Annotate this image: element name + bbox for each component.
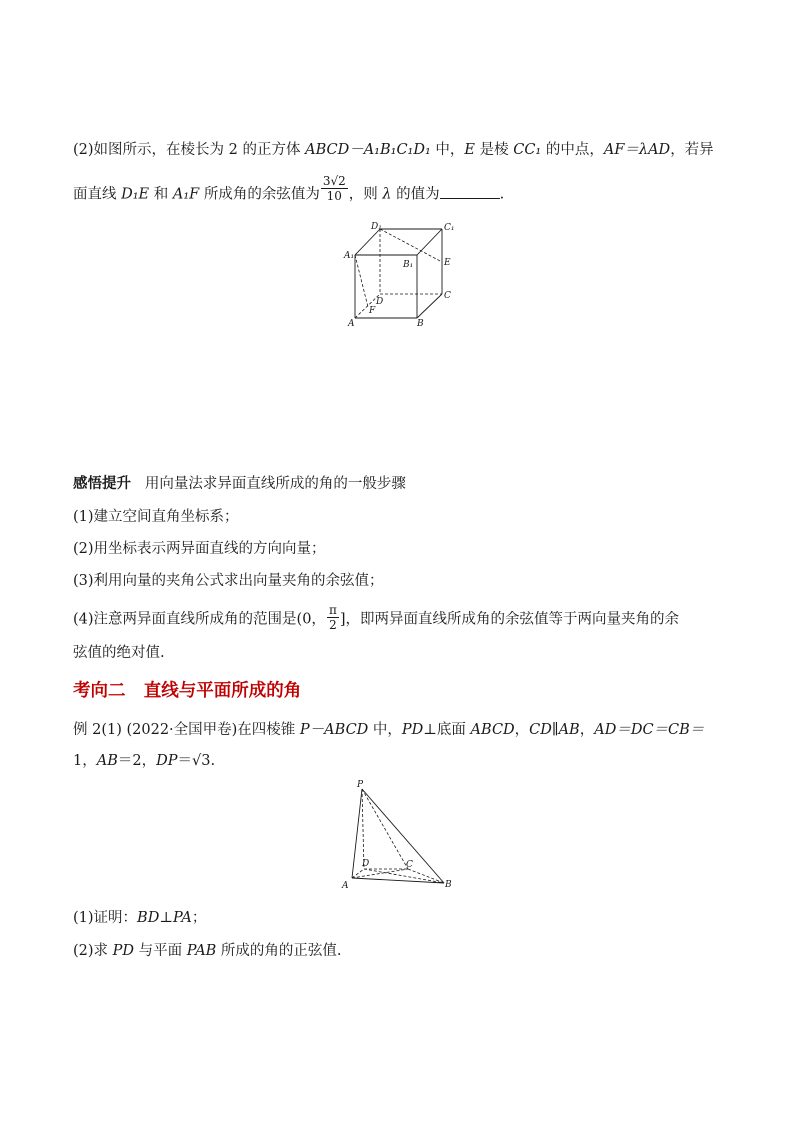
base-abcd: ABCD (470, 722, 515, 738)
text: 所成角的余弦值为 (199, 186, 320, 203)
section-title: 直线与平面所成的角 (143, 681, 302, 701)
label-d: D (376, 297, 384, 307)
text: ＝√3. (177, 753, 216, 769)
summary-step-1: (1)建立空间直角坐标系； (73, 509, 239, 525)
summary-heading (73, 472, 406, 493)
label-f: F (369, 306, 376, 316)
text: ，即两异面直线所成角的余弦值等于两向量夹角的余 (345, 611, 679, 628)
text: 与平面 (134, 943, 187, 959)
example-line-1 (73, 718, 704, 739)
text: ， (514, 722, 530, 738)
text: 是棱 (475, 142, 514, 158)
range-left: (0， (296, 611, 326, 628)
text: 例 2(1) (2022·全国甲卷)在四棱锥 (73, 722, 300, 738)
equal-sides: AD＝DC＝CB＝ (594, 722, 705, 738)
text: 中， (430, 142, 465, 158)
pi-over-2 (327, 603, 339, 632)
summary-subtitle: 用向量法求异面直线所成的角的一般步骤 (144, 476, 406, 492)
pyramid-figure (336, 775, 462, 893)
point-e: E (464, 142, 476, 158)
summary-step-4-cont: 弦值的绝对值. (73, 645, 165, 661)
label-d: D (362, 859, 370, 869)
label-d1: D₁ (371, 222, 382, 232)
vector-equation: AF＝λAD (603, 142, 671, 158)
text: (1)证明： (73, 910, 138, 926)
text: 的值为 (391, 186, 440, 203)
text: 所成的角的正弦值. (216, 943, 342, 959)
text: 和 (149, 186, 173, 203)
text: (2)求 (73, 943, 113, 959)
cube-figure (340, 218, 460, 330)
text: ， (579, 722, 595, 738)
text: (4)注意两异面直线所成角的范围是 (73, 611, 297, 628)
section-heading (73, 677, 301, 702)
fraction-denominator: 2 (329, 618, 337, 632)
segment-dp: DP (156, 753, 178, 769)
lambda: λ (382, 186, 392, 203)
cube-name: ABCD－A₁B₁C₁D₁ (305, 142, 431, 158)
label-p: P (357, 780, 364, 790)
text: ⊥底面 (423, 722, 471, 738)
answer-blank (440, 184, 500, 199)
text: ； (191, 910, 207, 926)
label-b1: B₁ (403, 260, 414, 270)
parallel-condition: CD∥AB (529, 722, 580, 738)
summary-step-4 (73, 605, 679, 634)
label-a1: A₁ (344, 251, 355, 261)
question-2-line-2 (73, 174, 505, 209)
range-right: ] (339, 611, 346, 628)
text: 1， (73, 753, 97, 769)
text: ＝2， (117, 753, 157, 769)
label-c: C (406, 860, 413, 870)
fraction-denominator: 10 (326, 189, 342, 203)
example-part-2 (73, 939, 342, 960)
label-c1: C₁ (444, 223, 455, 233)
summary-step-2: (2)用坐标表示两异面直线的方向向量； (73, 541, 326, 557)
summary-step-3: (3)利用向量的夹角公式求出向量夹角的余弦值； (73, 573, 384, 589)
cosine-fraction (321, 174, 348, 203)
plane-pab: PAB (186, 943, 217, 959)
text: ，若异 (670, 142, 714, 158)
fraction-numerator: π (328, 603, 337, 617)
text: (2)如图所示，在棱长为 2 的正方体 (73, 142, 306, 158)
line-d1e: D₁E (121, 186, 150, 203)
label-a: A (342, 881, 349, 891)
question-2-line-1 (73, 138, 714, 159)
summary-title: 感悟提升 (73, 475, 131, 492)
label-e: E (444, 258, 451, 268)
segment-ab: AB (96, 753, 118, 769)
label-c: C (444, 291, 451, 301)
text: . (499, 186, 505, 203)
label-a: A (348, 319, 355, 329)
example-line-2 (73, 749, 215, 770)
example-part-1 (73, 906, 206, 927)
fraction-numerator: 3√2 (322, 174, 346, 188)
label-b: B (417, 319, 424, 329)
text: 面直线 (73, 186, 122, 203)
edge-cc1: CC₁ (513, 142, 542, 158)
perpendicular-claim: BD⊥PA (137, 910, 192, 926)
text: 的中点， (541, 142, 604, 158)
segment-pd: PD (401, 722, 424, 738)
line-a1f: A₁F (172, 186, 200, 203)
pyramid-name: P－ABCD (299, 722, 369, 738)
text: ，则 (348, 186, 383, 203)
label-b: B (445, 880, 452, 890)
text: 中， (368, 722, 402, 738)
segment-pd: PD (112, 943, 135, 959)
section-number: 考向二 (73, 681, 126, 701)
